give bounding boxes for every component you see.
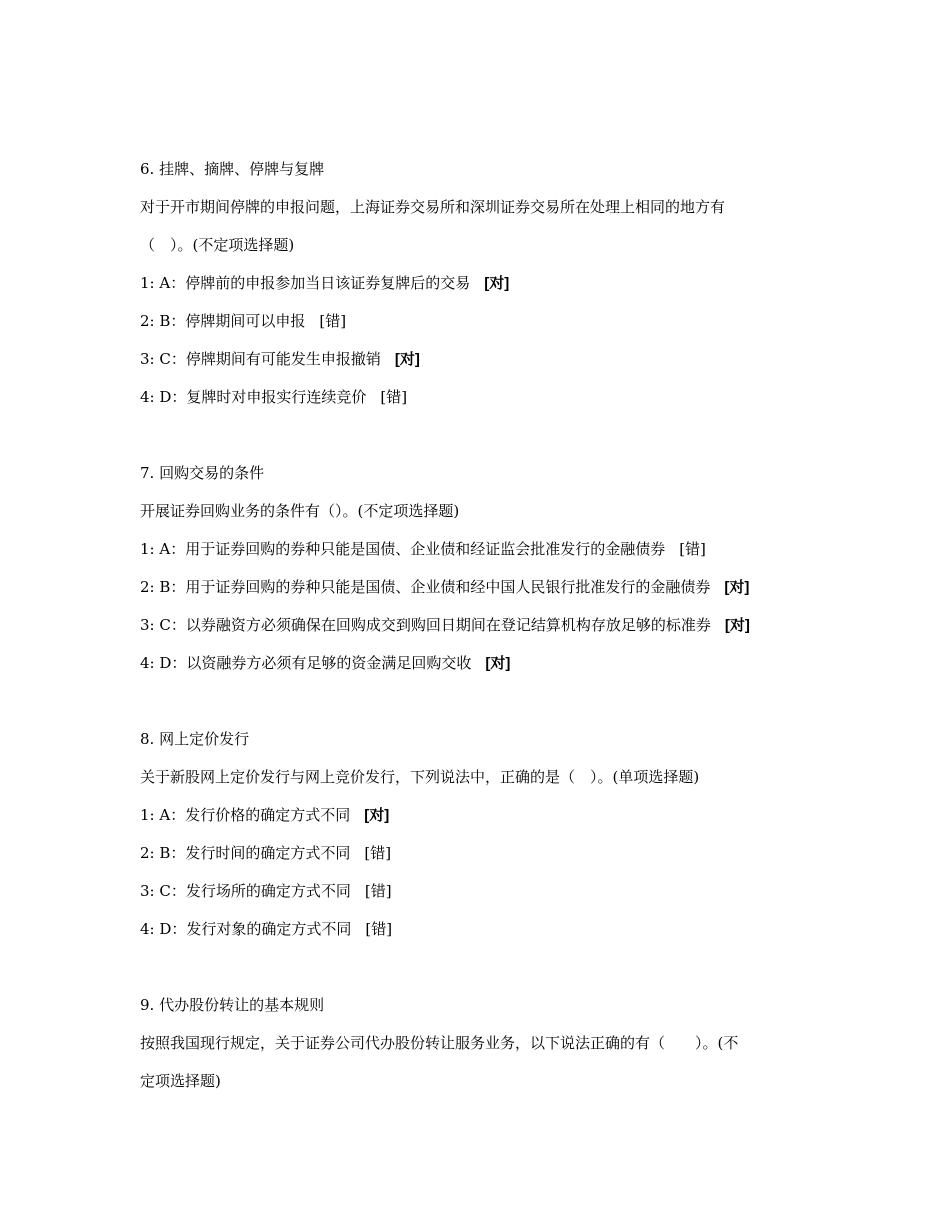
correct-mark: [对] xyxy=(364,807,390,824)
question-block xyxy=(140,150,820,416)
answer-option xyxy=(140,264,820,302)
section-spacer xyxy=(140,416,820,454)
correct-mark: [对] xyxy=(724,579,750,596)
wrong-mark: [错] xyxy=(319,312,347,330)
correct-mark: [对] xyxy=(484,275,510,292)
option-text: 1: A：用于证券回购的券种只能是国债、企业债和经证监会批准发行的金融债券 xyxy=(140,540,666,558)
question-block xyxy=(140,986,820,1100)
option-text: 4: D：以资融券方必须有足够的资金满足回购交收 xyxy=(140,654,472,672)
option-text: 4: D：复牌时对申报实行连续竞价 xyxy=(140,388,367,406)
wrong-mark: [错] xyxy=(364,844,392,862)
question-stem: 按照我国现行规定，关于证券公司代办股份转让服务业务，以下说法正确的有（ ）。(不 xyxy=(140,1034,739,1052)
wrong-mark: [错] xyxy=(365,920,393,938)
question-block xyxy=(140,454,820,682)
answer-option xyxy=(140,606,820,644)
answer-option xyxy=(140,872,820,910)
answer-option xyxy=(140,530,820,568)
question-stem: 关于新股网上定价发行与网上竞价发行，下列说法中，正确的是（ ）。(单项选择题) xyxy=(140,768,700,786)
option-text: 3: C：发行场所的确定方式不同 xyxy=(140,882,351,900)
section-spacer xyxy=(140,682,820,720)
option-text: 1: A：发行价格的确定方式不同 xyxy=(140,806,351,824)
correct-mark: [对] xyxy=(724,617,750,634)
question-title: 9. 代办股份转让的基本规则 xyxy=(140,996,325,1014)
correct-mark: [对] xyxy=(485,655,511,672)
wrong-mark: [错] xyxy=(364,882,392,900)
option-text: 2: B：发行时间的确定方式不同 xyxy=(140,844,351,862)
option-text: 3: C：以券融资方必须确保在回购成交到购回日期间在登记结算机构存放足够的标准券 xyxy=(140,616,711,634)
question-block xyxy=(140,720,820,948)
question-stem: 定项选择题) xyxy=(140,1072,221,1090)
document-page xyxy=(140,150,820,1100)
option-text: 4: D：发行对象的确定方式不同 xyxy=(140,920,352,938)
question-title: 8. 网上定价发行 xyxy=(140,730,250,748)
answer-option xyxy=(140,796,820,834)
wrong-mark: [错] xyxy=(380,388,408,406)
answer-option xyxy=(140,302,820,340)
answer-option xyxy=(140,910,820,948)
question-title: 6. 挂牌、摘牌、停牌与复牌 xyxy=(140,160,325,178)
option-text: 1: A：停牌前的申报参加当日该证券复牌后的交易 xyxy=(140,274,471,292)
section-spacer xyxy=(140,948,820,986)
correct-mark: [对] xyxy=(394,351,420,368)
answer-option xyxy=(140,378,820,416)
answer-option xyxy=(140,644,820,682)
question-stem: 对于开市期间停牌的申报问题，上海证券交易所和深圳证券交易所在处理上相同的地方有 xyxy=(140,198,726,216)
question-stem: 开展证券回购业务的条件有（）。(不定项选择题) xyxy=(140,502,460,520)
question-title: 7. 回购交易的条件 xyxy=(140,464,265,482)
wrong-mark: [错] xyxy=(679,540,706,558)
answer-option xyxy=(140,568,820,606)
question-stem: （ ）。(不定项选择题) xyxy=(140,236,295,254)
answer-option xyxy=(140,834,820,872)
option-text: 2: B：用于证券回购的券种只能是国债、企业债和经中国人民银行批准发行的金融债券 xyxy=(140,578,711,596)
option-text: 2: B：停牌期间可以申报 xyxy=(140,312,306,330)
answer-option xyxy=(140,340,820,378)
option-text: 3: C：停牌期间有可能发生申报撤销 xyxy=(140,350,381,368)
